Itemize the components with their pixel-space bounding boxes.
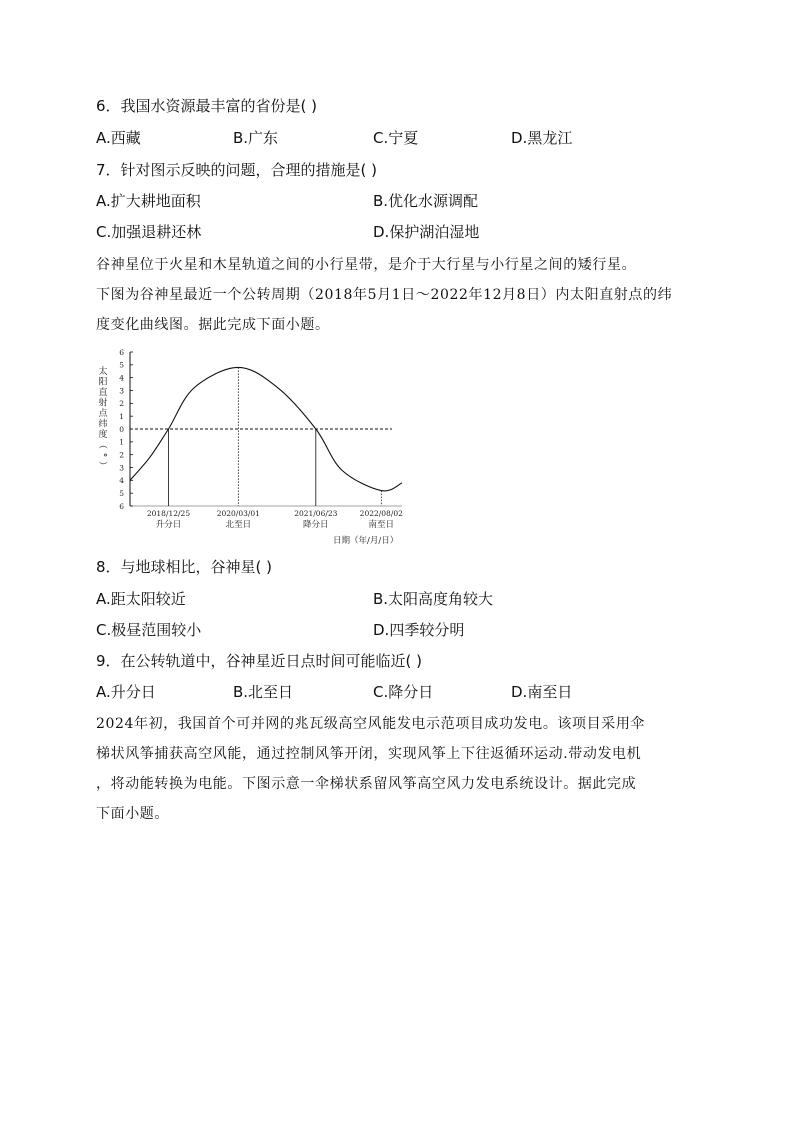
q7-option-b[interactable]: B.优化水源调配 (373, 192, 479, 210)
marker-date-label: 2021/06/23 (294, 509, 338, 518)
y-tick-label: 6 (119, 501, 124, 511)
y-axis-label-char: 纬 (98, 419, 108, 430)
y-tick-label: 6 (119, 347, 124, 357)
y-axis-label-char: 度 (98, 430, 108, 440)
subsolar-latitude-chart (90, 344, 420, 550)
marker-event-label: 南至日 (368, 520, 395, 530)
q9-stem: 9．在公转轨道中，谷神星近日点时间可能临近( ) (96, 652, 423, 670)
y-tick-label: 2 (119, 450, 124, 460)
kite-power-intro-paragraph (96, 709, 700, 829)
q6-option-b[interactable]: B.广东 (233, 129, 279, 147)
q9-option-a[interactable]: A.升分日 (96, 683, 156, 701)
q8-option-b[interactable]: B.太阳高度角较大 (373, 590, 494, 608)
ceres-intro-paragraph (96, 250, 700, 340)
marker-date-label: 2018/12/25 (146, 509, 191, 518)
q8-option-d[interactable]: D.四季较分明 (373, 621, 465, 639)
y-axis-label-char: ） (97, 460, 107, 471)
chart-x-labels (147, 509, 403, 530)
q9-option-b[interactable]: B.北至日 (233, 683, 294, 701)
intro2-line-1: 2024年初，我国首个可并网的兆瓦级高空风能发电示范项目成功发电。该项目采用伞 (96, 716, 646, 732)
intro2-line-4: 下面小题。 (96, 806, 169, 822)
marker-date-label: 2020/03/01 (216, 509, 260, 518)
q9-option-c[interactable]: C.降分日 (373, 683, 434, 701)
y-axis-label-char: 射 (98, 398, 108, 409)
intro2-line-3: ，将动能转换为电能。下图示意一伞梯状系留风筝高空风力发电系统设计。据此完成 (96, 776, 637, 792)
marker-event-label: 北至日 (225, 520, 252, 530)
y-tick-label: 5 (119, 488, 124, 498)
chart-y-axis-label (97, 365, 108, 470)
y-tick-label: 1 (119, 411, 124, 421)
y-tick-label: 4 (119, 373, 124, 383)
chart-guide-lines (130, 367, 392, 506)
marker-event-label: 升分日 (155, 520, 182, 530)
y-axis-label-char: ° (97, 452, 107, 458)
q8-stem: 8．与地球相比，谷神星( ) (96, 558, 273, 576)
intro2-line-2: 梯状风筝捕获高空风能，通过控制风筝开闭，实现风筝上下往返循环运动.带动发电机 (96, 746, 642, 762)
intro1-line-2: 下图为谷神星最近一个公转周期（2018年5月1日～2022年12月8日）内太阳直射点的纬 (96, 287, 673, 303)
y-tick-label: 2 (119, 399, 124, 409)
marker-date-label: 2022/08/02 (359, 509, 403, 518)
y-tick-label: 1 (119, 437, 124, 447)
q7-stem: 7．针对图示反映的问题，合理的措施是( ) (96, 161, 378, 179)
q6-stem: 6．我国水资源最丰富的省份是( ) (96, 97, 318, 115)
y-tick-label: 3 (119, 463, 124, 473)
q8-option-c[interactable]: C.极昼范围较小 (96, 621, 202, 639)
q7-option-c[interactable]: C.加强退耕还林 (96, 223, 202, 241)
y-axis-label-char: 阳 (98, 377, 108, 388)
q6-option-a[interactable]: A.西藏 (96, 129, 141, 147)
marker-event-label: 降分日 (303, 520, 329, 530)
intro1-line-3: 度变化曲线图。据此完成下面小题。 (96, 317, 330, 333)
q6-option-c[interactable]: C.宁夏 (373, 129, 419, 147)
q6-option-d[interactable]: D.黑龙江 (511, 129, 573, 147)
y-tick-label: 0 (119, 424, 124, 434)
y-axis-label-char: （ (97, 439, 107, 450)
y-axis-label-char: 太 (98, 367, 108, 377)
y-tick-label: 5 (119, 360, 124, 370)
y-axis-label-char: 直 (98, 388, 108, 398)
intro1-line-1: 谷神星位于火星和木星轨道之间的小行星带，是介于大行星与小行星之间的矮行星。 (96, 257, 637, 273)
y-axis-label-char: 点 (98, 409, 108, 419)
q8-option-a[interactable]: A.距太阳较近 (96, 590, 186, 608)
y-tick-label: 3 (119, 386, 124, 396)
q7-option-a[interactable]: A.扩大耕地面积 (96, 192, 201, 210)
q7-option-d[interactable]: D.保护湖泊湿地 (373, 223, 480, 241)
q9-option-d[interactable]: D.南至日 (511, 683, 573, 701)
chart-x-axis-label: 日期（年/月/日） (333, 536, 399, 546)
y-tick-label: 4 (119, 476, 124, 486)
